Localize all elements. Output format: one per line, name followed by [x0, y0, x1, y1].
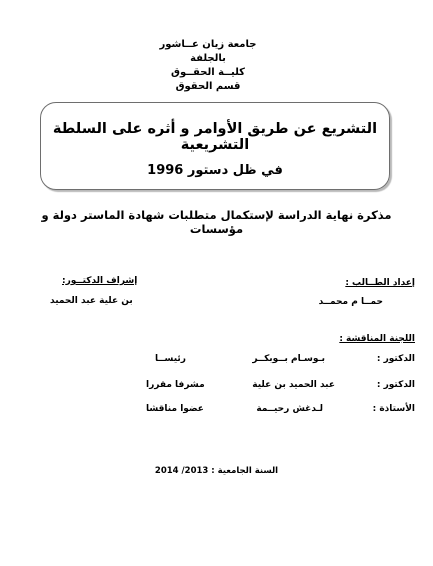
- institution-header: [143, 38, 273, 94]
- student-label: إعداد الطــالب :: [345, 278, 415, 288]
- jury-member-name: عبد الحميد بن علية: [252, 380, 335, 390]
- jury-member-name: بـوسـام بــوبكــر: [252, 354, 325, 364]
- jury-member-role: رئيســا: [155, 354, 186, 364]
- faculty-name: كليــة الحقــوق: [171, 67, 245, 78]
- jury-member-title: الأستاذة :: [372, 404, 415, 414]
- jury-member-title: الدكتور :: [376, 354, 415, 364]
- university-name: جامعة زيان عــاشور بالجلفة: [159, 39, 257, 64]
- student-name: حمــا م محمــد: [318, 297, 383, 307]
- memo-statement: مذكرة نهاية الدراسة لإستكمال متطلبات شهادة الماستر دولة و مؤسسات: [41, 208, 392, 236]
- jury-member-role: مشرفا مقررا: [146, 380, 205, 390]
- thesis-subtitle: في ظل دستور 1996: [147, 163, 283, 178]
- supervisor-label: إشراف الدكتــور:: [62, 276, 138, 286]
- jury-member-name: لـدغش رحيــمة: [256, 404, 323, 414]
- jury-label: اللجنة المناقشة :: [339, 334, 415, 344]
- jury-member-title: الدكتور :: [376, 380, 415, 390]
- thesis-title: التشريع عن طريق الأوامر و أثره على السلطة التشريعية: [52, 121, 378, 153]
- jury-member-role: عضوا مناقشا: [146, 404, 204, 414]
- title-frame: [40, 102, 390, 190]
- supervisor-name: بن علية عبد الحميد: [50, 296, 133, 306]
- department-name: قسم الحقوق: [175, 81, 241, 92]
- academic-year: السنة الجامعية : 2013/ 2014: [154, 466, 279, 476]
